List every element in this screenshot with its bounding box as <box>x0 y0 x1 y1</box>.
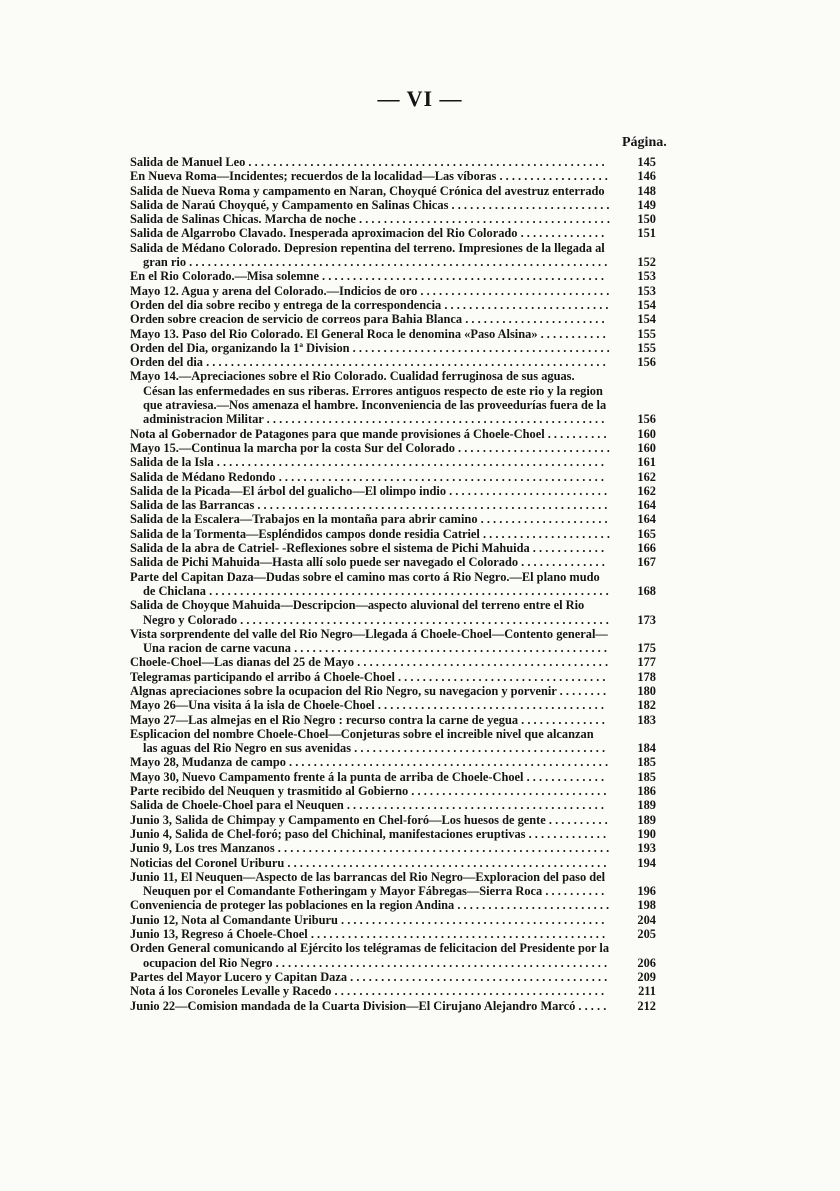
toc-entry-page: 196 <box>637 884 656 899</box>
dot-leader <box>130 970 607 984</box>
toc-entry-page: 184 <box>637 741 656 756</box>
toc-entry <box>130 727 656 756</box>
dot-leader <box>143 613 609 627</box>
toc-entry-page: 150 <box>637 212 656 227</box>
toc-entry-page: 173 <box>637 612 656 627</box>
toc-entry-title: Salida de las Barrancas . . . <box>130 498 610 512</box>
dot-leader <box>130 841 609 855</box>
toc-entry <box>130 369 656 426</box>
toc-entry-title: Salida de Salinas Chicas. Marcha de noche . . . <box>130 212 610 226</box>
toc-entry-title: Orden sobre creacion de servicio de correos para Bahia Blanca . . . <box>130 312 610 326</box>
toc-entry <box>130 913 656 927</box>
toc-entry-page: 160 <box>637 440 656 455</box>
toc-entry <box>130 198 656 212</box>
toc-entry-title: Parte del Capitan Daza—Dudas sobre el camino mas corto á Rio Negro.—El plano mudo de Chiclana . . . <box>130 570 610 599</box>
toc-entry <box>130 541 656 555</box>
toc-entry <box>130 155 656 169</box>
toc-entry-title: En el Rio Colorado.—Misa solemne . . . <box>130 269 610 283</box>
toc-entry-title: Mayo 12. Agua y arena del Colorado.—Indicios de oro . . . <box>130 284 610 298</box>
toc-entry <box>130 355 656 369</box>
dot-leader <box>130 541 604 555</box>
dot-leader <box>130 827 606 841</box>
dot-leader <box>130 770 604 784</box>
dot-leader <box>143 255 607 269</box>
toc-entry-page: 189 <box>637 812 656 827</box>
toc-entry <box>130 698 656 712</box>
toc-entry-title: Salida de la abra de Catriel- -Reflexiones sobre el sistema de Pichi Mahuida . . . <box>130 541 610 555</box>
toc-entry <box>130 327 656 341</box>
dot-leader <box>130 226 604 240</box>
toc-entry-title: Salida de Algarrobo Clavado. Inesperada aproximacion del Rio Colorado . . . <box>130 226 610 240</box>
toc-entry <box>130 941 656 970</box>
dot-leader <box>130 655 608 669</box>
toc-entry-title: Orden General comunicando al Ejército los telégramas de felicitacion del Presidente por la ocupacion del Rio Negro . . . <box>130 941 610 970</box>
dot-leader <box>130 698 604 712</box>
toc-entry-title: Salida de la Tormenta—Espléndidos campos donde residia Catriel . . . <box>130 527 610 541</box>
toc-entry-page: 155 <box>637 340 656 355</box>
toc-entry <box>130 570 656 599</box>
toc-entry-page: 149 <box>637 197 656 212</box>
toc-entry <box>130 898 656 912</box>
toc-entry <box>130 498 656 512</box>
toc-entry-page: 182 <box>637 698 656 713</box>
dot-leader <box>130 470 604 484</box>
toc-entry <box>130 670 656 684</box>
dot-leader <box>130 798 604 812</box>
dot-leader <box>130 441 610 455</box>
toc-entry-page: 152 <box>637 255 656 270</box>
toc-entry <box>130 927 656 941</box>
toc-entry-title: Orden del dia sobre recibo y entrega de la correspondencia . . . <box>130 298 610 312</box>
toc-entry-page: 156 <box>637 412 656 427</box>
dot-leader <box>130 898 609 912</box>
toc-entry <box>130 827 656 841</box>
toc-entry <box>130 784 656 798</box>
toc-entry-page: 168 <box>637 583 656 598</box>
toc-entry-title: En Nueva Roma—Incidentes; recuerdos de la localidad—Las víboras . . . <box>130 169 610 183</box>
toc-entry <box>130 441 656 455</box>
dot-leader <box>130 856 606 870</box>
toc-entry-page: 161 <box>637 455 656 470</box>
toc-entry-title: Salida de Médano Redondo . . . <box>130 470 610 484</box>
dot-leader <box>130 169 608 183</box>
toc-entry-title: Partes del Mayor Lucero y Capitan Daza . . . <box>130 970 610 984</box>
toc-entry-page: 205 <box>637 927 656 942</box>
toc-entry-page: 148 <box>637 183 656 198</box>
dot-leader <box>130 555 605 569</box>
dot-leader <box>143 584 609 598</box>
dot-leader <box>143 412 604 426</box>
toc-entry-title: Salida de Choyque Mahuida—Descripcion—aspecto aluvional del terreno entre el Rio Negro y Colorado . . . <box>130 598 610 627</box>
toc-entry-title: Junio 4, Salida de Chel-foró; paso del Chichinal, manifestaciones eruptivas . . . <box>130 827 610 841</box>
toc-entry-title: Noticias del Coronel Uriburu . . . <box>130 856 610 870</box>
toc-entry-page: 175 <box>637 641 656 656</box>
toc-entry <box>130 212 656 226</box>
dot-leader <box>130 327 606 341</box>
toc-entry-title: Orden del Dia, organizando la 1ª Division . . . <box>130 341 610 355</box>
toc-entry <box>130 184 656 198</box>
toc-entry-page: 212 <box>637 998 656 1013</box>
toc-entry <box>130 798 656 812</box>
toc-entry <box>130 241 656 270</box>
toc-entry-page: 211 <box>638 984 656 999</box>
toc-entry-page: 180 <box>637 683 656 698</box>
toc-entry <box>130 755 656 769</box>
toc-entry-title: Nota al Gobernador de Patagones para que mande provisiones á Choele-Choel . . . <box>130 427 610 441</box>
toc-entry-page: 209 <box>637 969 656 984</box>
toc-entry-title: Mayo 30, Nuevo Campamento frente á la punta de arriba de Choele-Choel . . . <box>130 770 610 784</box>
toc-entry-title: Junio 11, El Neuquen—Aspecto de las barrancas del Rio Negro—Exploracion del paso del Neuquen por el Comandante Fotheringam y Mayor Fábregas—Sierra Roca . . . <box>130 870 610 899</box>
toc-entry-title: Mayo 26—Una visita á la isla de Choele-Choel . . . <box>130 698 610 712</box>
toc-entry <box>130 427 656 441</box>
toc-entry-title: Mayo 14.—Apreciaciones sobre el Rio Colorado. Cualidad ferruginosa de sus aguas. Césan las enfermedades en sus riberas. Errores antiguos respecto de este rio y la region que atraviesa.—Nos amenaza el hambre. Inconveniencia de las proveedurías fuera de la administracion Militar . . . <box>130 369 610 426</box>
toc-entry-title: Junio 12, Nota al Comandante Uriburu . . . <box>130 913 610 927</box>
toc-entry-page: 155 <box>637 326 656 341</box>
dot-leader <box>143 956 607 970</box>
dot-leader <box>130 484 607 498</box>
toc-entry-title: Salida de Pichi Mahuida—Hasta allí solo puede ser navegado el Colorado . . . <box>130 555 610 569</box>
toc-entry <box>130 470 656 484</box>
toc-entry <box>130 999 656 1013</box>
toc-entry-title: Choele-Choel—Las dianas del 25 de Mayo . . . <box>130 655 610 669</box>
page-number-header: — VI — <box>377 86 463 111</box>
toc-entry <box>130 856 656 870</box>
toc-entry-page: 204 <box>637 912 656 927</box>
toc-entry-title: Telegramas participando el arribo á Choele-Choel . . . <box>130 670 610 684</box>
toc-entry-page: 162 <box>637 483 656 498</box>
toc-entry <box>130 512 656 526</box>
toc-entry <box>130 455 656 469</box>
toc-entry-page: 154 <box>637 312 656 327</box>
toc-entry-title: Conveniencia de proteger las poblaciones en la region Andina . . . <box>130 898 610 912</box>
dot-leader <box>130 813 608 827</box>
toc-entry-title: Junio 3, Salida de Chimpay y Campamento en Chel-foró—Los huesos de gente . . . <box>130 813 610 827</box>
toc-entry <box>130 555 656 569</box>
toc-entry-page: 183 <box>637 712 656 727</box>
toc-entry-title: Salida de Manuel Leo . . . <box>130 155 610 169</box>
toc-entry <box>130 655 656 669</box>
toc-entry-title: Mayo 27—Las almejas en el Rio Negro : recurso contra la carne de yegua . . . <box>130 713 610 727</box>
toc-entry <box>130 770 656 784</box>
page-column-label: Página. <box>622 135 667 150</box>
toc-entry-page: 186 <box>637 784 656 799</box>
toc-entry-page: 156 <box>637 355 656 370</box>
dot-leader <box>130 784 606 798</box>
toc-entry <box>130 341 656 355</box>
dot-leader <box>130 155 605 169</box>
toc-entry-title: Mayo 28, Mudanza de campo . . . <box>130 755 610 769</box>
toc-entry-page: 194 <box>637 855 656 870</box>
toc-entry-title: Orden del dia . . . <box>130 355 610 369</box>
toc-entry-title: Salida de la Picada—El árbol del gualicho—El olimpo indio . . . <box>130 484 610 498</box>
toc-entry <box>130 269 656 283</box>
toc-entry-title: Esplicacion del nombre Choele-Choel—Conjeturas sobre el increible nivel que alcanzan las aguas del Rio Negro en sus avenidas . . . <box>130 727 610 756</box>
toc-entry-page: 151 <box>637 226 656 241</box>
toc-entry-page: 193 <box>637 841 656 856</box>
dot-leader <box>130 913 604 927</box>
toc-entry-page: 178 <box>637 669 656 684</box>
dot-leader <box>130 927 605 941</box>
dot-leader <box>130 427 607 441</box>
toc-entry-page: 185 <box>637 755 656 770</box>
toc-entry <box>130 598 656 627</box>
dot-leader <box>130 670 606 684</box>
toc-entry <box>130 527 656 541</box>
dot-leader <box>143 641 607 655</box>
dot-leader <box>130 713 605 727</box>
toc-entry-title: Salida de Médano Colorado. Depresion repentina del terreno. Impresiones de la llegada al gran rio . . . <box>130 241 610 270</box>
toc-entry-title: Salida de Choele-Choel para el Neuquen . . . <box>130 798 610 812</box>
toc-entry-page: 177 <box>637 655 656 670</box>
toc-entry-page: 162 <box>637 469 656 484</box>
toc-entry <box>130 284 656 298</box>
dot-leader <box>130 684 606 698</box>
toc-entry-title: Parte recibido del Neuquen y trasmitido al Gobierno . . . <box>130 784 610 798</box>
toc-entry-title: Salida de Nueva Roma y campamento en Naran, Choyqué Crónica del avestruz enterrado <box>130 183 605 198</box>
toc-entry-title: Mayo 15.—Continua la marcha por la costa Sur del Colorado . . . <box>130 441 610 455</box>
dot-leader <box>130 455 604 469</box>
toc-entry <box>130 169 656 183</box>
toc-entry-page: 198 <box>637 898 656 913</box>
toc-entry-title: Algnas apreciaciones sobre la ocupacion del Rio Negro, su navegacion y porvenir . . . <box>130 684 610 698</box>
toc-entry <box>130 684 656 698</box>
dot-leader <box>130 212 610 226</box>
toc-entry-page: 206 <box>637 955 656 970</box>
dot-leader <box>130 269 604 283</box>
toc-entry-title: Junio 9, Los tres Manzanos . . . <box>130 841 610 855</box>
toc-entry <box>130 298 656 312</box>
table-of-contents <box>130 155 656 1013</box>
toc-entry-title: Nota á los Coroneles Levalle y Racedo . . . <box>130 984 610 998</box>
toc-entry <box>130 813 656 827</box>
toc-entry-page: 185 <box>637 769 656 784</box>
toc-entry <box>130 312 656 326</box>
toc-entry <box>130 484 656 498</box>
toc-entry <box>130 713 656 727</box>
toc-entry-page: 190 <box>637 826 656 841</box>
dot-leader <box>130 512 608 526</box>
toc-entry <box>130 226 656 240</box>
toc-entry <box>130 841 656 855</box>
dot-leader <box>130 755 608 769</box>
toc-entry-page: 165 <box>637 526 656 541</box>
dot-leader <box>130 298 609 312</box>
toc-entry-title: Junio 22—Comision mandada de la Cuarta Division—El Cirujano Alejandro Marcó . . . <box>130 999 610 1013</box>
toc-entry-title: Vista sorprendente del valle del Rio Negro—Llegada á Choele-Choel—Contento general—Una racion de carne vacuna . . . <box>130 627 610 656</box>
toc-entry <box>130 970 656 984</box>
toc-entry-page: 145 <box>637 155 656 169</box>
toc-entry-page: 167 <box>637 555 656 570</box>
toc-entry-page: 160 <box>637 426 656 441</box>
toc-entry-page: 153 <box>637 283 656 298</box>
dot-leader <box>130 527 610 541</box>
dot-leader <box>130 341 610 355</box>
dot-leader <box>143 884 605 898</box>
toc-entry-title: Mayo 13. Paso del Rio Colorado. El General Roca le denomina «Paso Alsina» . . . <box>130 327 610 341</box>
toc-entry-title: Salida de Naraú Choyqué, y Campamento en Salinas Chicas . . . <box>130 198 610 212</box>
toc-entry-title: Salida de la Escalera—Trabajos en la montaña para abrir camino . . . <box>130 512 610 526</box>
dot-leader <box>130 312 605 326</box>
dot-leader <box>130 198 610 212</box>
toc-entry-title: Salida de la Isla . . . <box>130 455 610 469</box>
toc-entry-page: 166 <box>637 541 656 556</box>
toc-entry-page: 189 <box>637 798 656 813</box>
toc-entry-page: 164 <box>637 512 656 527</box>
toc-entry-page: 154 <box>637 297 656 312</box>
toc-entry-page: 164 <box>637 498 656 513</box>
dot-leader <box>130 284 609 298</box>
toc-entry-title: Junio 13, Regreso á Choele-Choel . . . <box>130 927 610 941</box>
dot-leader <box>143 741 605 755</box>
dot-leader <box>130 498 607 512</box>
toc-entry <box>130 984 656 998</box>
dot-leader <box>130 355 606 369</box>
toc-entry <box>130 870 656 899</box>
toc-entry <box>130 627 656 656</box>
dot-leader <box>130 999 606 1013</box>
toc-entry-page: 153 <box>637 269 656 284</box>
dot-leader <box>130 984 604 998</box>
toc-entry-page: 146 <box>637 169 656 184</box>
